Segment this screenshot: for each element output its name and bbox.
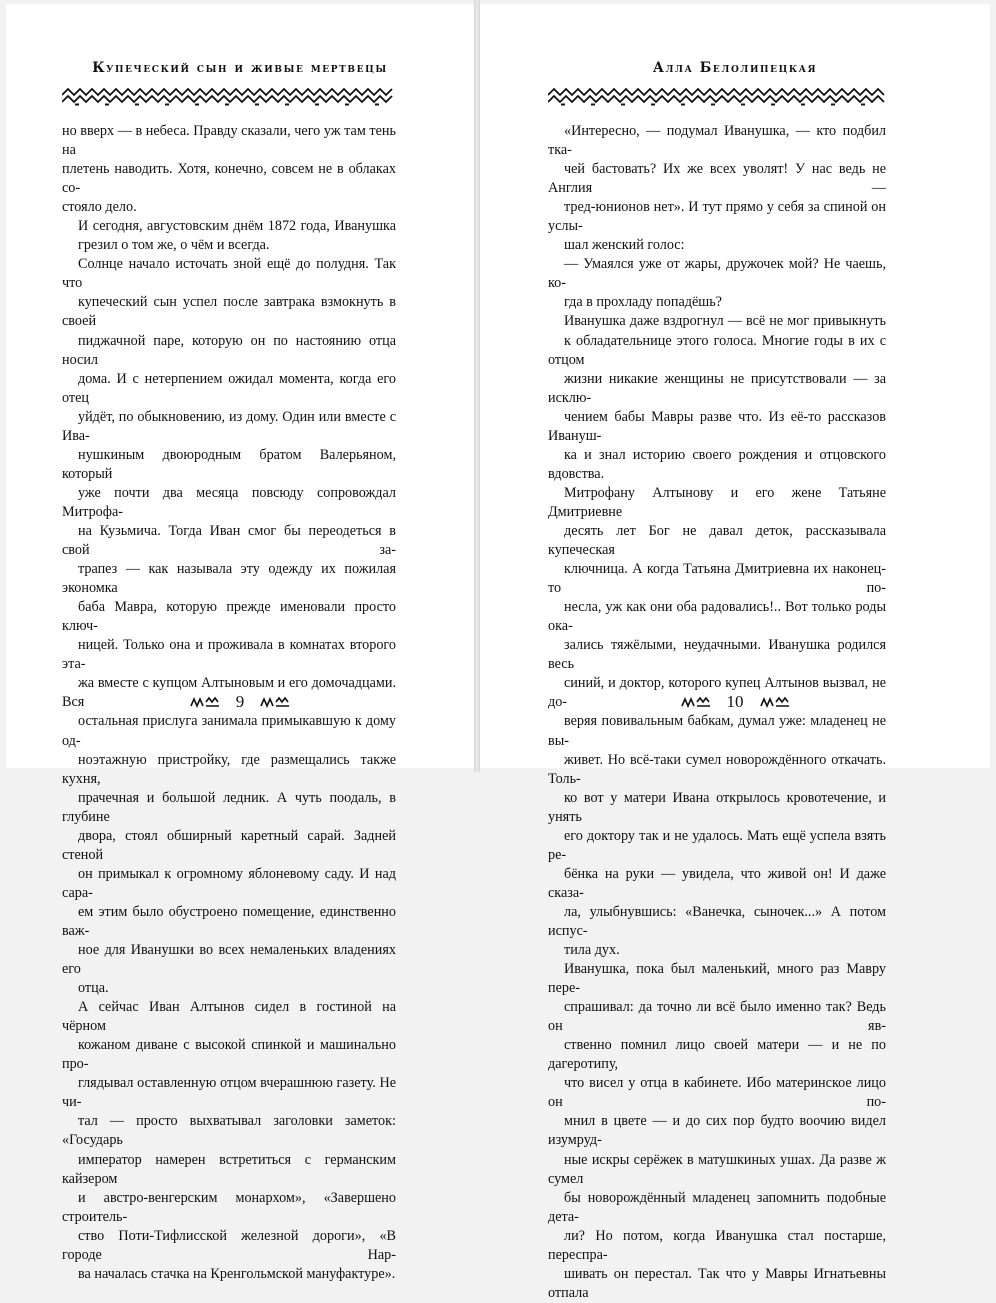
text-line: чей бастовать? Их же всех уволят! У нас ведь не Англия —	[548, 161, 886, 197]
text-line: жизни никакие женщины не присутствовали — за исклю-	[548, 370, 886, 406]
text-line: ственно помнил лицо своей матери — и не по дагеротипу,	[548, 1037, 886, 1073]
running-header-left: Купеческий сын и живые мертвецы	[92, 60, 388, 76]
page-number-block-left	[6, 692, 474, 712]
text-line: но вверх — в небеса. Правду сказали, чего уж там тень на	[62, 123, 396, 159]
text-line: ка и знал историю своего рождения и отцовского вдовства.	[548, 446, 886, 482]
text-line: глядывал оставленную отцом вчерашнюю газету. Не чи-	[62, 1075, 396, 1111]
text-line: зались тяжёлыми, неудачными. Иванушка родился весь	[548, 637, 886, 673]
text-line: И сегодня, августовским днём 1872 года, Иванушка	[78, 218, 396, 235]
paragraph	[548, 312, 886, 483]
text-line: и австро-венгерским монархом», «Завершено строитель-	[62, 1189, 396, 1225]
text-line: ем этим было обустроено помещение, единственно важ-	[62, 903, 396, 939]
text-line: ноэтажную пристройку, где размещались также кухня,	[62, 751, 396, 787]
text-line: кожаном диване с высокой спинкой и машинально про-	[62, 1037, 396, 1073]
text-line: ключница. А когда Татьяна Дмитриевна их наконец-то по-	[548, 561, 886, 597]
text-line: синий, и доктор, которого купец Алтынов вызвал, не до-	[548, 675, 886, 711]
text-line: веряя повивальным бабкам, думал уже: младенец не вы-	[548, 713, 886, 749]
paragraph	[62, 998, 396, 1284]
paragraph	[548, 255, 886, 312]
text-line: его доктору так и не удалось. Мать ещё успела взять ре-	[548, 827, 886, 863]
text-line: бёнка на руки — увидела, что живой он! И даже сказа-	[548, 865, 886, 901]
text-line: Иванушка, пока был маленький, много раз Мавру пере-	[548, 961, 886, 997]
right-page	[480, 4, 990, 1301]
running-header-right: Алла Белолипецкая	[652, 60, 818, 76]
text-line: ла, улыбнувшись: «Ванечка, сыночек...» А потом испус-	[548, 903, 886, 939]
text-line: спрашивал: да точно ли всё было именно так? Ведь он яв-	[548, 999, 886, 1035]
text-line: десять лет Бог не давал деток, рассказывала купеческая	[548, 522, 886, 559]
header-ornament-left	[62, 86, 396, 106]
text-line: к обладательнице этого голоса. Многие годы в их с отцом	[548, 332, 886, 368]
left-page	[6, 4, 474, 1282]
text-line: баба Мавра, которую прежде именовали просто ключ-	[62, 599, 396, 635]
page-ornament-left-icon	[681, 696, 711, 708]
text-line: ва началась стачка на Кренгольмской мануфактуре».	[78, 1265, 396, 1282]
text-line: трапез — как называла эту одежду их пожилая экономка	[62, 561, 396, 597]
text-line: уже почти два месяца повсюду сопровождал Митрофа-	[62, 484, 396, 520]
text-line: остальная прислуга занимала примыкавшую к дому од-	[62, 713, 396, 749]
text-line: ные искры серёжек в матушкиных ушах. Да разве ж сумел	[548, 1151, 886, 1187]
paragraph	[548, 960, 886, 1303]
text-line: плетень наводить. Хотя, конечно, совсем не в облаках со-	[62, 161, 396, 197]
page-ornament-right-icon	[260, 696, 290, 708]
text-line: купеческий сын успел после завтрака взмокнуть в своей	[62, 294, 396, 330]
paragraph	[62, 217, 396, 255]
text-line: тал — просто выхватывал заголовки заметок: «Государь	[62, 1113, 396, 1149]
body-text-right	[548, 122, 886, 1303]
header-ornament-right	[548, 86, 886, 106]
text-line: А сейчас Иван Алтынов сидел в гостиной на чёрном	[62, 999, 396, 1035]
text-line: император намерен встретиться с германским кайзером	[62, 1151, 396, 1187]
text-line: на Кузьмича. Тогда Иван смог бы переодеться в свой за-	[62, 522, 396, 559]
page-ornament-left-icon	[190, 696, 220, 708]
text-line: жа вместе с купцом Алтыновым и его домочадцами. Вся	[62, 675, 396, 711]
page-ornament-right-icon	[760, 696, 790, 708]
text-line: чением бабы Мавры разве что. Из её-то рассказов Ивануш-	[548, 408, 886, 444]
text-line: «Интересно, — подумал Иванушка, — кто подбил тка-	[548, 123, 886, 159]
text-line: Солнце начало источать зной ещё до полудня. Так что	[62, 256, 396, 292]
page-number-right: 10	[726, 692, 744, 711]
text-line: шивать он перестал. Так что у Мавры Игнатьевны отпала	[548, 1265, 886, 1301]
text-line: гда в прохладу попадёшь?	[564, 294, 722, 311]
text-line: тред-юнионов нет». И тут прямо у себя за спиной он услы-	[548, 199, 886, 235]
text-line: что висел у отца в кабинете. Ибо материнское лицо он по-	[548, 1075, 886, 1111]
text-line: стояло дело.	[62, 199, 137, 216]
paragraph	[62, 255, 396, 998]
text-line: ницей. Только она и проживала в комнатах второго эта-	[62, 637, 396, 673]
text-line: дома. И с нетерпением ожидал момента, когда его отец	[62, 370, 396, 406]
text-line: Митрофану Алтынову и его жене Татьяне Дмитриевне	[548, 484, 886, 520]
text-line: ко вот у матери Ивана открылось кровотечение, и унять	[548, 789, 886, 825]
text-line: двора, стоял обширный каретный сарай. Задней стеной	[62, 827, 396, 863]
text-line: ство Поти-Тифлисской железной дороги», «В городе Нар-	[62, 1227, 396, 1263]
text-line: отца.	[78, 980, 109, 997]
text-line: бы новорождённый младенец запомнить подобные дета-	[548, 1189, 886, 1225]
text-line: — Умаялся уже от жары, дружочек мой? Не чаешь, ко-	[548, 256, 886, 292]
text-line: прачечная и большой ледник. А чуть поодаль, в глубине	[62, 789, 396, 825]
text-line: уйдёт, по обыкновению, из дому. Один или вместе с Ива-	[62, 408, 396, 444]
page-number-block-right	[480, 692, 990, 712]
paragraph	[548, 122, 886, 255]
text-line: нушкиным двоюродным братом Валерьяном, который	[62, 446, 396, 482]
text-line: несла, уж как они оба радовались!.. Вот только роды ока-	[548, 599, 886, 635]
text-line: шал женский голос:	[564, 237, 685, 254]
text-line: тила дух.	[564, 942, 620, 959]
paragraph	[62, 122, 396, 217]
page-number-left: 9	[235, 692, 245, 711]
text-line: ли? Но потом, когда Иванушка стал постарше, переспра-	[548, 1227, 886, 1263]
text-line: ное для Иванушки во всех немаленьких владениях его	[62, 942, 396, 978]
text-line: мнил в цвете — и до сих пор будто воочию видел изумруд-	[548, 1113, 886, 1149]
text-line: живет. Но всё-таки сумел новорождённого откачать. Толь-	[548, 751, 886, 787]
text-line: грезил о том же, о чём и всегда.	[78, 237, 270, 254]
text-line: он примыкал к огромному яблоневому саду. И над сара-	[62, 865, 396, 901]
text-line: пиджачной паре, которую он по настоянию отца носил	[62, 332, 396, 368]
paragraph	[548, 484, 886, 960]
text-line: Иванушка даже вздрогнул — всё не мог привыкнуть	[564, 313, 886, 330]
